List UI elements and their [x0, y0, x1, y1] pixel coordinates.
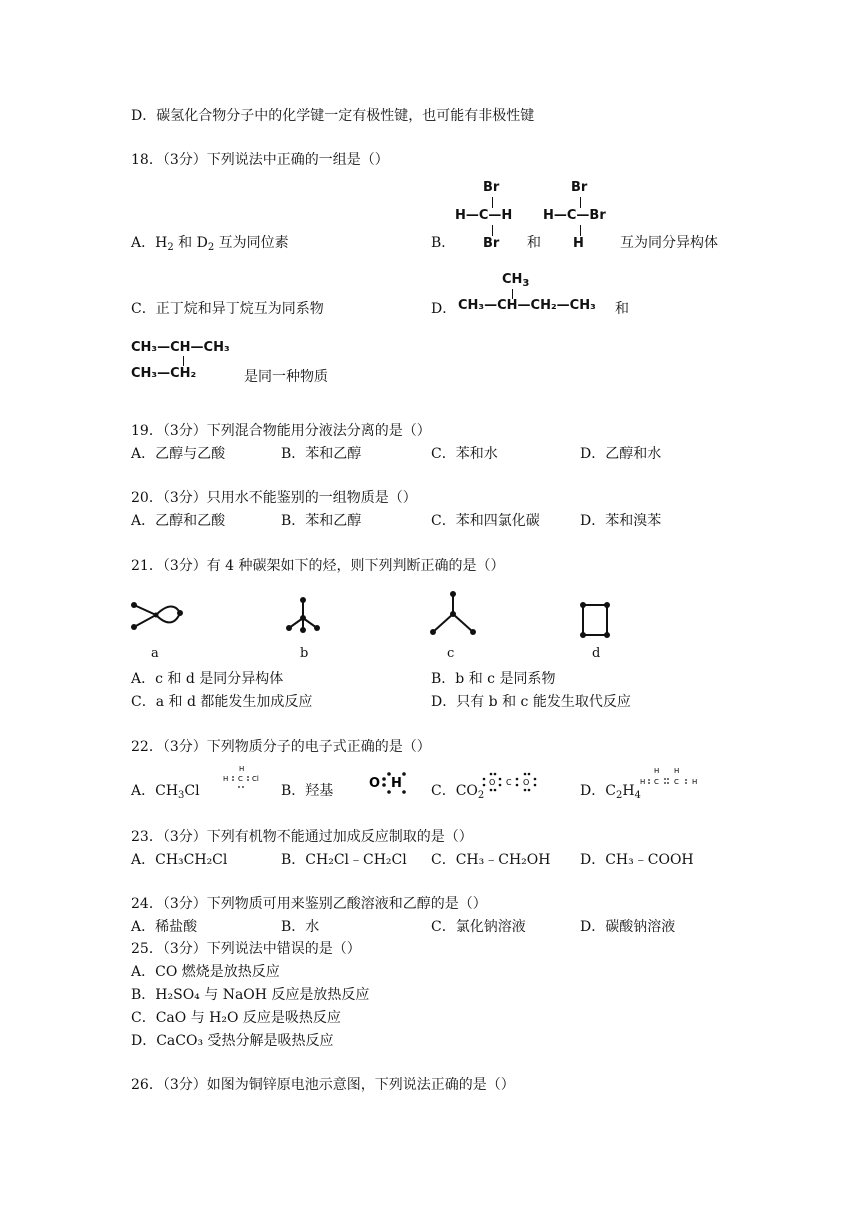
q18-structure-d1: $CH_3$ CH₃—CH—CH₂—CH₃ — [458, 272, 596, 313]
svg-text:O: O — [523, 778, 530, 787]
svg-text:C: C — [238, 775, 243, 783]
q25-option-d: D．CaCO₃ 受热分解是吸热反应 — [131, 1033, 334, 1049]
q24-stem: 24．（3分）下列物质可用来鉴别乙酸溶液和乙醇的是（） — [131, 896, 487, 912]
q22-option-b: B．羟基 — [281, 783, 334, 799]
q18-option-c: C．正丁烷和异丁烷互为同系物 — [131, 301, 324, 317]
q18-option-d-label: D． — [431, 301, 457, 317]
q23-option-d: D．CH₃﹣COOH — [580, 852, 694, 868]
q21-label-a: a — [151, 646, 159, 661]
q23-option-b: B．CH₂Cl﹣CH₂Cl — [281, 852, 407, 868]
q21-stem: 21．（3分）有 4 种碳架如下的烃，则下列判断正确的是（） — [131, 558, 505, 574]
q18-option-b-text: 互为同分异构体 — [620, 235, 718, 251]
svg-text:H: H — [223, 775, 229, 783]
q22-stem: 22．（3分）下列物质分子的电子式正确的是（） — [131, 739, 431, 755]
q19-stem: 19．（3分）下列混合物能用分液法分离的是（） — [131, 423, 431, 439]
q20-stem: 20．（3分）只用水不能鉴别的一组物质是（） — [131, 490, 417, 506]
q25-option-c: C．CaO 与 H₂O 反应是吸热反应 — [131, 1010, 341, 1026]
q26-stem: 26．（3分）如图为铜锌原电池示意图，下列说法正确的是（） — [131, 1077, 515, 1093]
q18-option-a: A．$H_2$ 和 $D_2$ 互为同位素 — [131, 235, 289, 253]
q20-option-d: D．苯和溴苯 — [580, 513, 662, 529]
svg-text:H: H — [674, 767, 680, 775]
q23-option-c: C．CH₃﹣CH₂OH — [431, 852, 551, 868]
q21-label-b: b — [300, 646, 309, 661]
svg-text:H: H — [654, 767, 660, 775]
q18-option-b-and: 和 — [527, 235, 541, 251]
q22-option-a: A．$CH_3Cl$ — [131, 783, 200, 801]
q21-label-d: d — [592, 646, 601, 661]
svg-text:C: C — [674, 778, 679, 786]
q18-option-d-text: 是同一种物质 — [244, 369, 328, 385]
q22-electron-formula-a — [220, 764, 264, 794]
svg-text:O: O — [369, 776, 381, 791]
svg-text:C: C — [506, 778, 512, 787]
q22-electron-formula-c — [481, 770, 539, 794]
q20-option-b: B．苯和乙醇 — [281, 513, 362, 529]
q17-option-d: D．碳氢化合物分子中的化学键一定有极性键，也可能有非极性键 — [131, 108, 535, 124]
q19-option-d: D．乙醇和水 — [580, 446, 662, 462]
q21-option-a: A．c 和 d 是同分异构体 — [131, 671, 284, 687]
q25-option-b: B．H₂SO₄ 与 NaOH 反应是放热反应 — [131, 987, 370, 1003]
q23-option-a: A．CH₃CH₂Cl — [131, 852, 228, 868]
q21-carbon-skeleton-b — [283, 596, 323, 636]
q21-label-c: c — [447, 646, 455, 661]
q18-option-b-label: B． — [431, 235, 456, 251]
svg-text:H: H — [692, 778, 698, 786]
q25-stem: 25．（3分）下列说法中错误的是（） — [131, 941, 361, 957]
q21-carbon-skeleton-c — [428, 588, 478, 638]
q24-option-b: B．水 — [281, 919, 320, 935]
q24-option-a: A．稀盐酸 — [131, 919, 198, 935]
svg-text:H: H — [640, 778, 646, 786]
q23-stem: 23．（3分）下列有机物不能通过加成反应制取的是（） — [131, 829, 473, 845]
q22-electron-formula-d — [638, 766, 704, 792]
svg-text:Cl: Cl — [252, 775, 259, 783]
q21-carbon-skeleton-d — [578, 600, 612, 640]
q22-option-c: C．$CO_2$ — [431, 783, 485, 801]
q18-stem: 18．（3分）下列说法中正确的一组是（） — [131, 152, 389, 168]
q19-option-a: A．乙醇与乙酸 — [131, 446, 226, 462]
q18-structure-b1: Br H—C—H Br — [455, 180, 513, 251]
q22-electron-formula-b — [367, 770, 409, 798]
q24-option-c: C．氯化钠溶液 — [431, 919, 526, 935]
svg-text:H: H — [391, 776, 402, 791]
q20-option-c: C．苯和四氯化碳 — [431, 513, 540, 529]
q19-option-b: B．苯和乙醇 — [281, 446, 362, 462]
q24-option-d: D．碳酸钠溶液 — [580, 919, 676, 935]
svg-text:H: H — [239, 765, 245, 773]
q21-option-b: B．b 和 c 是同系物 — [431, 671, 556, 687]
q18-structure-b2: Br H—C—Br H — [543, 180, 606, 251]
q18-option-d-and: 和 — [615, 301, 629, 317]
q18-structure-d2: CH₃—CH—CH₃ CH₃—CH₂ — [131, 340, 230, 381]
q21-carbon-skeleton-a — [128, 595, 188, 640]
q20-option-a: A．乙醇和乙酸 — [131, 513, 226, 529]
q22-option-d: D．$C_2H_4$ — [580, 783, 641, 801]
q21-option-d: D．只有 b 和 c 能发生取代反应 — [431, 694, 631, 710]
svg-text:C: C — [654, 778, 659, 786]
q19-option-c: C．苯和水 — [431, 446, 498, 462]
q25-option-a: A．CO 燃烧是放热反应 — [131, 964, 280, 980]
q21-option-c: C．a 和 d 都能发生加成反应 — [131, 694, 313, 710]
svg-text:O: O — [489, 778, 496, 787]
